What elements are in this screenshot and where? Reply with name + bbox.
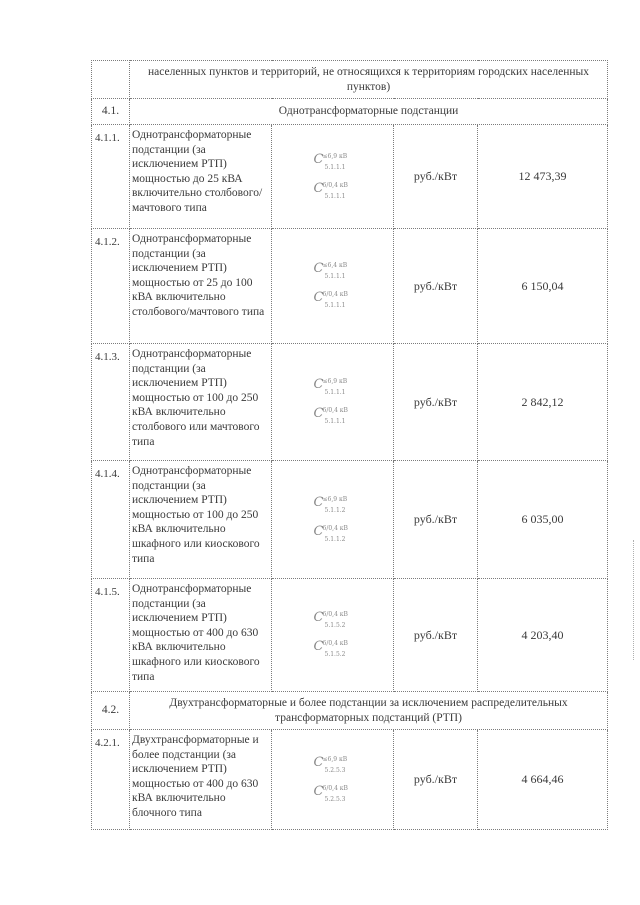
table-row xyxy=(92,461,608,579)
rate-formula-1: C ≤6,9 кВ 5.1.1.1 xyxy=(313,151,348,171)
row-value: 6 150,04 xyxy=(478,229,608,344)
row-number: 4.2.1. xyxy=(92,730,130,830)
row-description: Однотрансформаторные подстанции (за исключением РТП) мощностью до 25 кВА включительно столбового/мачтового типа xyxy=(130,125,272,229)
header-row-number-cell xyxy=(92,61,130,99)
row-unit: руб./кВт xyxy=(394,344,478,461)
row-description: Однотрансформаторные подстанции (за исключением РТП) мощностью от 100 до 250 кВА включительно шкафного или киоскового типа xyxy=(130,461,272,579)
rate-formula-2: C 6/0,4 кВ 5.1.1.1 xyxy=(313,290,348,309)
row-value: 4 664,46 xyxy=(478,730,608,830)
row-formula-cell xyxy=(272,125,394,229)
rate-formula-1: C 6/0,4 кВ 5.1.5.2 xyxy=(313,610,348,630)
section-row xyxy=(92,692,608,730)
row-unit: руб./кВт xyxy=(394,730,478,830)
rate-formula-1: C ≤6,9 кВ 5.1.1.1 xyxy=(313,377,348,397)
section-number: 4.2. xyxy=(92,692,130,730)
table-row xyxy=(92,730,608,830)
tariff-table xyxy=(91,60,608,830)
row-value: 4 203,40 xyxy=(478,579,608,692)
rate-formula-1: C ≤6,9 кВ 5.1.1.2 xyxy=(313,494,348,514)
table-row xyxy=(92,125,608,229)
row-formula-cell xyxy=(272,730,394,830)
section-title: Однотрансформаторные подстанции xyxy=(130,99,608,125)
row-description: Однотрансформаторные подстанции (за исключением РТП) мощностью от 25 до 100 кВА включительно столбового/мачтового типа xyxy=(130,229,272,344)
rate-formula-2: C 6/0,4 кВ 5.1.5.2 xyxy=(313,639,348,658)
row-unit: руб./кВт xyxy=(394,579,478,692)
row-value: 12 473,39 xyxy=(478,125,608,229)
row-value: 2 842,12 xyxy=(478,344,608,461)
row-number: 4.1.1. xyxy=(92,125,130,229)
row-formula-cell xyxy=(272,344,394,461)
row-description: Однотрансформаторные подстанции (за исключением РТП) мощностью от 100 до 250 кВА включительно столбового или мачтового типа xyxy=(130,344,272,461)
section-number: 4.1. xyxy=(92,99,130,125)
header-row-text: населенных пунктов и территорий, не относящихся к территориям городских населенных пунктов) xyxy=(130,61,608,99)
header-row xyxy=(92,61,608,99)
table-row xyxy=(92,344,608,461)
row-number: 4.1.2. xyxy=(92,229,130,344)
section-title: Двухтрансформаторные и более подстанции за исключением распределительных трансформаторных подстанций (РТП) xyxy=(130,692,608,730)
row-unit: руб./кВт xyxy=(394,125,478,229)
row-number: 4.1.5. xyxy=(92,579,130,692)
row-formula-cell xyxy=(272,229,394,344)
rate-formula-2: C 6/0,4 кВ 5.1.1.1 xyxy=(313,180,348,200)
rate-formula-1: C ≤6,4 кВ 5.1.1.1 xyxy=(313,261,348,281)
row-value: 6 035,00 xyxy=(478,461,608,579)
row-unit: руб./кВт xyxy=(394,461,478,579)
row-unit: руб./кВт xyxy=(394,229,478,344)
scan-edge-mark xyxy=(633,540,635,660)
row-description: Однотрансформаторные подстанции (за исключением РТП) мощностью от 400 до 630 кВА включительно шкафного или киоскового типа xyxy=(130,579,272,692)
row-formula-cell xyxy=(272,461,394,579)
table-row xyxy=(92,229,608,344)
table-row xyxy=(92,579,608,692)
rate-formula-2: C 6/0,4 кВ 5.1.1.2 xyxy=(313,523,348,543)
rate-formula-2: C 6/0,4 кВ 5.2.5.3 xyxy=(313,783,348,803)
row-formula-cell xyxy=(272,579,394,692)
section-row xyxy=(92,99,608,125)
row-description: Двухтрансформаторные и более подстанции (за исключением РТП) мощностью от 400 до 630 кВА включительно блочного типа xyxy=(130,730,272,830)
rate-formula-2: C 6/0,4 кВ 5.1.1.1 xyxy=(313,406,348,425)
rate-formula-1: C ≤6,9 кВ 5.2.5.3 xyxy=(313,754,348,774)
row-number: 4.1.4. xyxy=(92,461,130,579)
row-number: 4.1.3. xyxy=(92,344,130,461)
